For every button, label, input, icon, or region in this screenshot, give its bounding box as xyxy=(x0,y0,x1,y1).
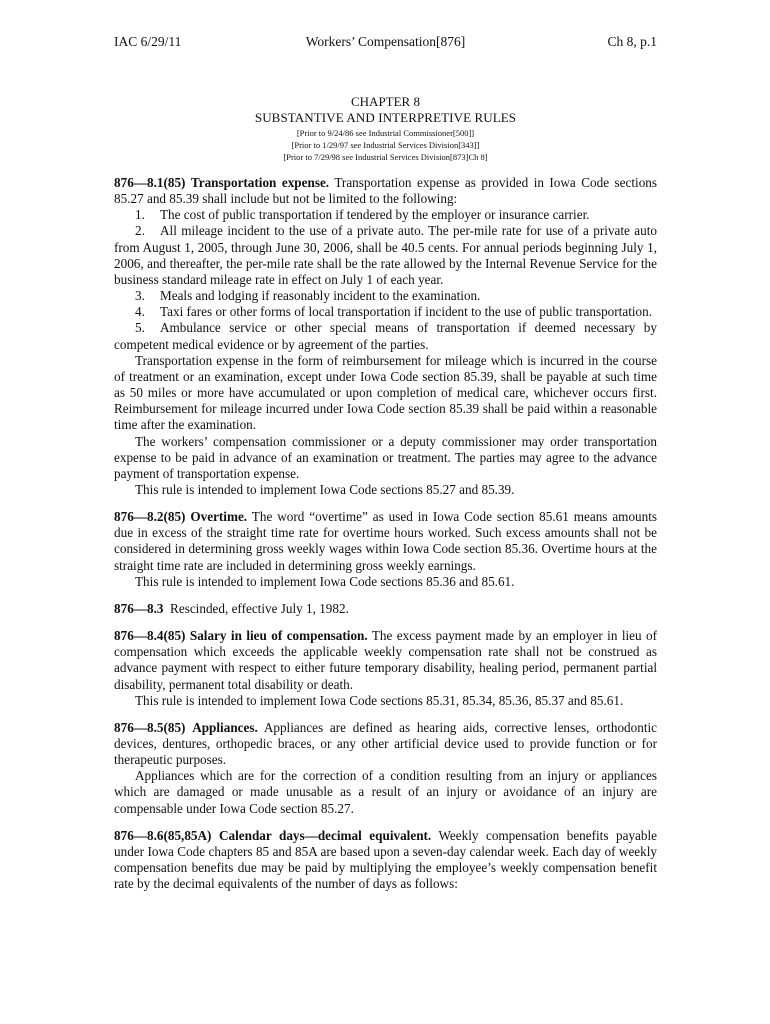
rule-paragraph: The workers’ compensation commissioner or a deputy commissioner may order transportation expense to be paid in advance of an examination or treatment. The parties may agree to the advance payment of transportation expense. xyxy=(114,433,657,481)
list-marker: 2. xyxy=(135,223,145,239)
chapter-title: CHAPTER 8 xyxy=(351,94,420,109)
list-item xyxy=(114,223,657,288)
rule-paragraph xyxy=(114,175,657,207)
rule-8-6 xyxy=(114,828,657,893)
rule-paragraph: Appliances which are for the correction of a condition resulting from an injury or appliances which are damaged or made unusable as a result of an injury or avoidance of an injury are compensable under Iowa Code section 85.27. xyxy=(114,768,657,816)
rule-number: 876—8.3 xyxy=(114,600,164,616)
list-item-text: Meals and lodging if reasonably incident to the examination. xyxy=(160,288,481,304)
history-note: [Prior to 9/24/86 see Industrial Commissioner[500]] xyxy=(296,128,475,138)
rule-number: 876—8.4(85) xyxy=(114,628,186,644)
rule-paragraph xyxy=(114,509,657,574)
rule-text: Weekly compensation benefits payable under Iowa Code chapters 85 and 85A are based upon a seven-day calendar week. Each day of weekly compensation benefits due may be paid by multiplying the employee’s weekly compensation benefit rate by the decimal equivalents of the number of days as follows: xyxy=(114,827,657,892)
rule-text: Rescinded, effective July 1, 1982. xyxy=(170,600,349,616)
header-page-ref: Ch 8, p.1 xyxy=(607,34,657,49)
rule-paragraph xyxy=(114,601,657,617)
list-marker: 1. xyxy=(135,207,145,223)
list-item xyxy=(114,320,657,352)
rule-text: Transportation expense as provided in Iowa Code sections 85.27 and 85.39 shall include but not be limited to the following: xyxy=(114,175,658,207)
rule-text: The word “overtime” as used in Iowa Code section 85.61 means amounts due in excess of the straight time rate for overtime hours worked. Such excess amounts shall not be considered in determining gross weekly wages within Iowa Code section 85.36. Overtime hours at the straight time rate are included in determining gross weekly earnings. xyxy=(114,509,658,573)
rule-paragraph xyxy=(114,628,657,693)
rule-number: 876—8.1(85) xyxy=(114,175,186,190)
list-item-text: Taxi fares or other forms of local transportation if incident to the use of public transportation. xyxy=(160,304,652,320)
rule-heading: Transportation expense. xyxy=(190,175,330,190)
list-item-text: All mileage incident to the use of a private auto. The per-mile rate for use of a private auto from August 1, 2005, through June 30, 2006, shall be 40.5 cents. For annual periods beginning July 1, 2006, and thereafter, the per-mile rate shall be the rate allowed by the Internal Revenue Service for the business standard mileage rate in effect on July 1 of each year. xyxy=(114,223,657,287)
list-item xyxy=(114,304,657,320)
list-marker: 3. xyxy=(135,288,145,304)
history-notes xyxy=(114,127,657,164)
rule-paragraph xyxy=(114,828,657,893)
header-title: Workers’ Compensation[876] xyxy=(305,34,466,49)
document-body xyxy=(114,175,657,903)
implementation-note: This rule is intended to implement Iowa Code sections 85.27 and 85.39. xyxy=(135,481,515,497)
rule-text: Appliances are defined as hearing aids, corrective lenses, orthodontic devices, dentures, orthopedic braces, or any other artificial device used to provide function or for therapeutic purposes. xyxy=(114,719,658,768)
header-date: IAC 6/29/11 xyxy=(114,34,182,49)
rule-8-4 xyxy=(114,628,657,709)
rule-8-5 xyxy=(114,720,657,817)
rule-paragraph xyxy=(114,720,657,768)
rule-8-2 xyxy=(114,509,657,590)
rule-text: The excess payment made by an employer in lieu of compensation which exceeds the applicable weekly compensation rate shall not be construed as advance payment with respect to either future temporary disability, healing period, permanent partial disability, permanent total disability or death. xyxy=(114,628,658,692)
rule-heading: Appliances. xyxy=(192,719,258,735)
rule-heading: Overtime. xyxy=(190,509,248,525)
rule-number: 876—8.2(85) xyxy=(114,509,186,525)
list-marker: 5. xyxy=(135,320,145,336)
list-item xyxy=(114,207,657,223)
rule-heading: Calendar days—decimal equivalent. xyxy=(218,827,432,843)
list-item xyxy=(114,288,657,304)
rule-heading: Salary in lieu of compensation. xyxy=(189,628,368,644)
implementation-note: This rule is intended to implement Iowa Code sections 85.31, 85.34, 85.36, 85.37 and 85.61. xyxy=(135,692,624,708)
rule-8-3 xyxy=(114,601,657,617)
list-marker: 4. xyxy=(135,304,145,320)
history-note: [Prior to 1/29/97 see Industrial Services Division[343]] xyxy=(291,140,480,151)
rule-paragraph: Transportation expense in the form of reimbursement for mileage which is incurred in the course of treatment or an examination, except under Iowa Code section 85.39, shall be payable at such time as 50 miles or more have accumulated or upon completion of medical care, whichever occurs first. Reimbursement for mileage incurred under Iowa Code section 85.39 shall be paid within a reasonable time after the examination. xyxy=(114,352,657,433)
list-item-text: The cost of public transportation if tendered by the employer or insurance carrier. xyxy=(160,207,590,223)
chapter-subtitle: SUBSTANTIVE AND INTERPRETIVE RULES xyxy=(254,110,517,125)
rule-number: 876—8.5(85) xyxy=(114,719,186,735)
list-item-text: Ambulance service or other special means of transportation if deemed necessary by competent medical evidence or by agreement of the parties. xyxy=(114,320,657,352)
chapter-heading xyxy=(114,94,657,164)
implementation-note: This rule is intended to implement Iowa Code sections 85.36 and 85.61. xyxy=(135,573,515,589)
rule-8-1 xyxy=(114,175,657,498)
rule-number: 876—8.6(85,85A) xyxy=(114,827,212,843)
history-note: [Prior to 7/29/98 see Industrial Services Division[873]Ch 8] xyxy=(283,152,488,163)
